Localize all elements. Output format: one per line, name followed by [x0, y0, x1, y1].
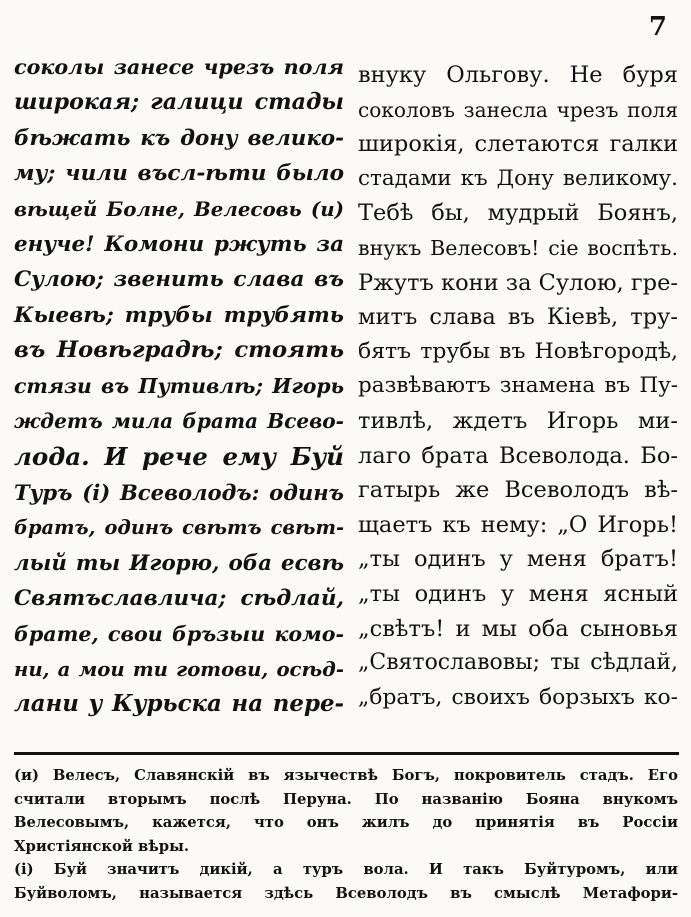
- right-line: „братъ, своихъ борзыхъ ко-: [358, 684, 678, 710]
- left-line: ждетъ мила брата Всево-: [14, 409, 344, 434]
- right-line: „ты одинъ у меня братъ!: [358, 546, 678, 573]
- left-line: Туръ (і) Всеволодъ: одинъ: [14, 479, 344, 505]
- left-line: лый ты Игорю, оба есвѣ: [14, 550, 344, 576]
- left-line: брате, свои бръзыи комо-: [14, 621, 344, 646]
- left-line: широкая; галици стады: [14, 89, 344, 116]
- left-line: стязи въ Путивлѣ; Игорь: [14, 373, 344, 398]
- right-line: соколовъ занесла чрезъ поля: [358, 97, 678, 122]
- footnote-line: Велесовымъ, кажется, что онъ жилъ до принятія въ Россіи: [14, 814, 678, 832]
- left-line: енуче! Комони ржуть за: [14, 232, 344, 258]
- left-line: Сулою; звенить слава въ: [14, 267, 344, 293]
- footnote-line: считали вторымъ послѣ Перуна. По названію Бояна внукомъ: [14, 790, 678, 808]
- right-line: лаго брата Всеволода. Бо-: [358, 442, 678, 469]
- left-line: ни, а мои ти готови, осѣд-: [14, 657, 344, 681]
- right-line: бятъ трубы въ Новѣгородѣ,: [358, 338, 678, 364]
- footnote-line: Христіянской вѣры.: [14, 837, 190, 855]
- right-line: стадами къ Дону великому.: [358, 165, 678, 191]
- left-line: Кыевѣ; трубы трубять: [14, 302, 344, 328]
- right-line: развѣваютъ знамена въ Пу-: [358, 373, 678, 399]
- right-line: внукъ Велесовъ! сіе воспѣть.: [358, 235, 678, 260]
- left-line: му; чили въсл-ѣти было: [14, 161, 344, 187]
- footnote-line: (і) Буй значитъ дикій, а туръ вола. И такъ Буйтуромъ, или: [14, 861, 678, 879]
- page-number: 7: [648, 12, 667, 42]
- footnote-buy: [14, 858, 678, 905]
- right-line: Ржутъ кони за Сулою, гре-: [358, 269, 678, 296]
- left-line: лани у Курьска на пере-: [14, 691, 344, 718]
- footnotes: [14, 764, 678, 906]
- left-line: Святъславлича; сѣдлай,: [14, 586, 344, 612]
- right-line: митъ слава въ Кіевѣ, тру-: [358, 304, 678, 331]
- right-line: „ты одинъ у меня ясный: [358, 580, 678, 607]
- left-line: бѣжать къ дону велико-: [14, 125, 344, 151]
- left-line: въ Новѣградѣ; стоять: [14, 337, 344, 364]
- right-line: „Святославовы; ты сѣдлай,: [358, 650, 678, 676]
- left-line: лода. И рече ему Буй: [14, 442, 344, 472]
- right-line: внуку Ольгову. Не буря: [358, 62, 678, 88]
- footnote-line: (и) Велесъ, Славянскій въ язычествѣ Богъ, покровитель стадъ. Его: [14, 767, 678, 784]
- footnote-divider: [14, 752, 679, 755]
- modern-translation-column: [358, 58, 678, 715]
- footnote-line: Буйволомъ, называется здѣсь Всеволодъ въ смыслѣ Метафори-: [14, 884, 678, 902]
- right-line: Тебѣ бы, мудрый Боянъ,: [358, 200, 678, 227]
- right-line: широкія, слетаются галки: [358, 131, 678, 158]
- footnote-veles: [14, 764, 678, 858]
- old-russian-text-column: [14, 50, 344, 723]
- right-line: „свѣтъ! и мы оба сыновья: [358, 615, 678, 642]
- left-line: братъ, одинъ свѣтъ свѣт-: [14, 516, 344, 540]
- left-line: соколы занесе чрезъ поля: [14, 55, 344, 79]
- right-line: гатырь же Всеволодъ вѣ-: [358, 477, 678, 504]
- right-line: тивлѣ, ждетъ Игорь ми-: [358, 407, 678, 434]
- right-line: щаетъ къ нему: „О Игорь!: [358, 511, 678, 538]
- left-line: вѣщей Болне, Велесовь (и): [14, 196, 344, 221]
